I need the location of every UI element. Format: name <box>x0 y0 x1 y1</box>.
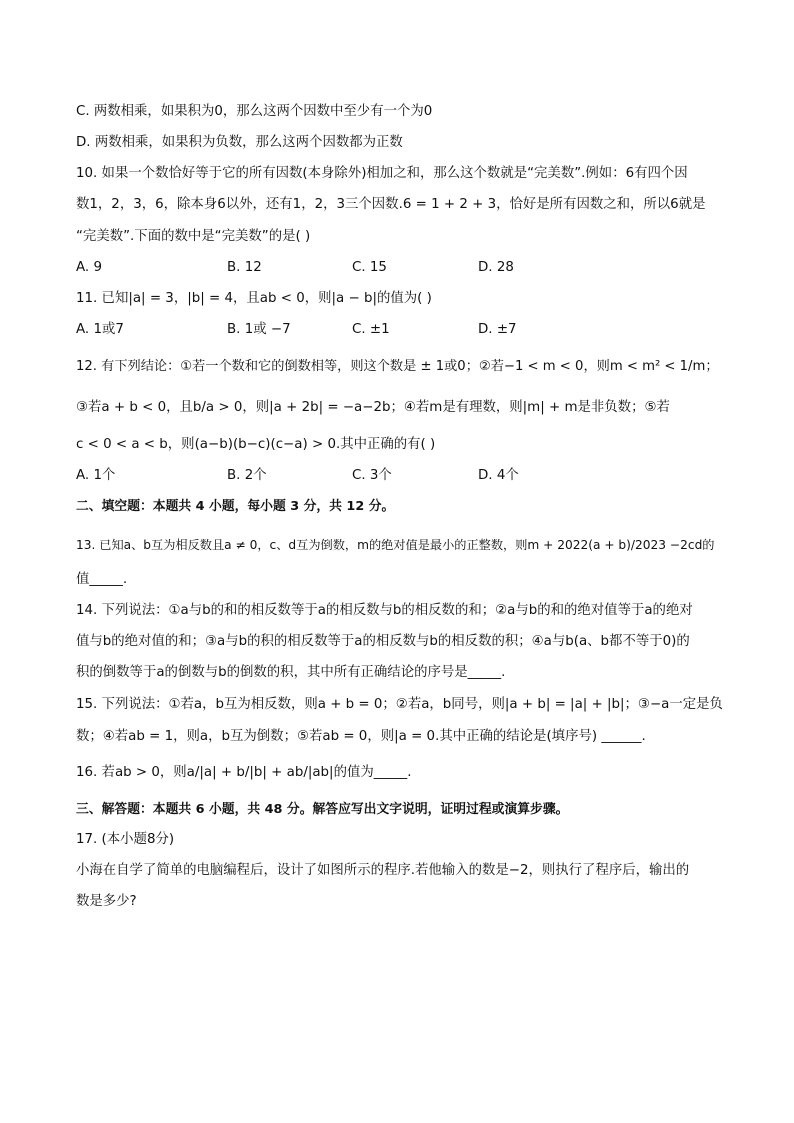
q10-option-a: A. 9 <box>76 260 102 275</box>
q12-option-a: A. 1个 <box>76 468 116 483</box>
q12-option-d: D. 4个 <box>478 468 519 483</box>
q12-line-1: 12. 有下列结论：①若一个数和它的倒数相等，则这个数是 ± 1或0；②若−1 < m < 0，则m < m² < 1/m； <box>76 359 719 374</box>
q13-line-2: 值_____. <box>76 572 128 587</box>
q11-option-b: B. 1或 −7 <box>227 322 291 337</box>
q15-line-2: 数；④若ab = 1，则a，b互为倒数；⑤若ab = 0，则|a = 0.其中正确的结论是(填序号) ______. <box>76 729 646 744</box>
section-fill-in-blank-heading: 二、填空题：本题共 4 小题，每小题 3 分，共 12 分。 <box>76 499 395 514</box>
q17-title: 17. (本小题8分) <box>76 832 175 847</box>
q10-line-2: 数1，2，3，6，除本身6以外，还有1，2，3三个因数.6 = 1 + 2 + 3，恰好是所有因数之和，所以6就是 <box>76 197 706 212</box>
q9-option-c: C. 两数相乘，如果积为0，那么这两个因数中至少有一个为0 <box>76 104 433 119</box>
q11-option-c: C. ±1 <box>352 322 390 337</box>
q10-option-b: B. 12 <box>227 260 262 275</box>
q10-line-1: 10. 如果一个数恰好等于它的所有因数(本身除外)相加之和，那么这个数就是“完美数”.例如：6有四个因 <box>76 166 688 181</box>
q16-line-1: 16. 若ab > 0，则a/|a| + b/|b| + ab/|ab|的值为_____. <box>76 765 412 780</box>
q17-line-1: 小海在自学了简单的电脑编程后，设计了如图所示的程序.若他输入的数是−2，则执行了程序后，输出的 <box>76 863 690 878</box>
q11-option-d: D. ±7 <box>478 322 517 337</box>
q11-stem: 11. 已知|a| = 3，|b| = 4，且ab < 0，则|a − b|的值为( ) <box>76 291 432 306</box>
q9-option-d: D. 两数相乘，如果积为负数，那么这两个因数都为正数 <box>76 135 403 150</box>
q11-option-a: A. 1或7 <box>76 322 124 337</box>
q13-line-1: 13. 已知a、b互为相反数且a ≠ 0，c、d互为倒数，m的绝对值是最小的正整数，则m + 2022(a + b)/2023 −2cd的 <box>76 538 715 552</box>
q17-line-2: 数是多少? <box>76 894 137 909</box>
q14-line-2: 值与b的绝对值的和；③a与b的积的相反数等于a的相反数与b的相反数的积；④a与b(a、b都不等于0)的 <box>76 634 690 649</box>
section-answer-heading: 三、解答题：本题共 6 小题，共 48 分。解答应写出文字说明，证明过程或演算步骤。 <box>76 802 569 817</box>
q12-line-3: c < 0 < a < b，则(a−b)(b−c)(c−a) > 0.其中正确的有( ) <box>76 437 436 452</box>
q12-option-b: B. 2个 <box>227 468 267 483</box>
q14-line-3: 积的倒数等于a的倒数与b的倒数的积，其中所有正确结论的序号是_____. <box>76 665 506 680</box>
q10-line-3: “完美数”.下面的数中是“完美数”的是( ) <box>76 229 311 244</box>
q14-line-1: 14. 下列说法：①a与b的和的相反数等于a的相反数与b的相反数的和；②a与b的和的绝对值等于a的绝对 <box>76 603 693 618</box>
q10-option-c: C. 15 <box>352 260 387 275</box>
q12-line-2: ③若a + b < 0，且b/a > 0，则|a + 2b| = −a−2b；④若m是有理数，则|m| + m是非负数；⑤若 <box>76 400 670 415</box>
q15-line-1: 15. 下列说法：①若a，b互为相反数，则a + b = 0；②若a，b同号，则|a + b| = |a| + |b|；③−a一定是负 <box>76 697 723 712</box>
q10-option-d: D. 28 <box>478 260 514 275</box>
q12-option-c: C. 3个 <box>352 468 392 483</box>
